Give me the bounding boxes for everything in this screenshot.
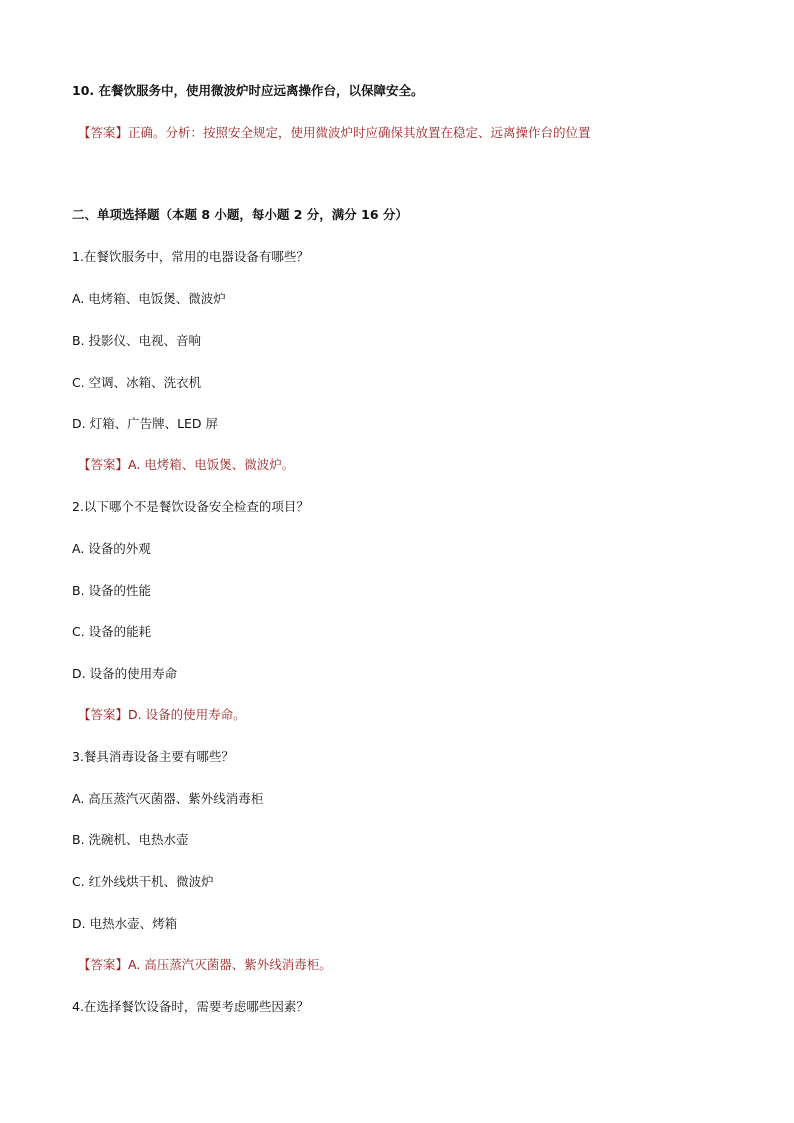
question-1-answer: 【答案】A. 电烤箱、电饭煲、微波炉。 — [78, 457, 295, 472]
question-3-option-c: C. 红外线烘干机、微波炉 — [72, 874, 214, 889]
question-10-answer: 【答案】正确。分析：按照安全规定，使用微波炉时应确保其放置在稳定、远离操作台的位置 — [78, 125, 591, 140]
question-1-option-c: C. 空调、冰箱、洗衣机 — [72, 375, 202, 390]
question-3-option-d: D. 电热水壶、烤箱 — [72, 916, 178, 931]
question-3-answer: 【答案】A. 高压蒸汽灭菌器、紫外线消毒柜。 — [78, 957, 332, 972]
question-2-option-b: B. 设备的性能 — [72, 583, 152, 598]
question-1-text: 1.在餐饮服务中，常用的电器设备有哪些？ — [72, 249, 309, 264]
question-3-text: 3.餐具消毒设备主要有哪些？ — [72, 749, 234, 764]
question-1-option-b: B. 投影仪、电视、音响 — [72, 333, 202, 348]
question-3-option-b: B. 洗碗机、电热水壶 — [72, 832, 189, 847]
question-2-option-c: C. 设备的能耗 — [72, 624, 152, 639]
question-3-option-a: A. 高压蒸汽灭菌器、紫外线消毒柜 — [72, 791, 264, 806]
question-4-text: 4.在选择餐饮设备时，需要考虑哪些因素？ — [72, 999, 309, 1014]
question-10-text: 10. 在餐饮服务中，使用微波炉时应远离操作台，以保障安全。 — [72, 83, 424, 98]
question-2-option-d: D. 设备的使用寿命 — [72, 666, 178, 681]
question-2-answer: 【答案】D. 设备的使用寿命。 — [78, 707, 246, 722]
question-1-option-a: A. 电烤箱、电饭煲、微波炉 — [72, 291, 226, 306]
section-title: 二、单项选择题（本题 8 小题，每小题 2 分，满分 16 分） — [72, 207, 408, 222]
question-2-option-a: A. 设备的外观 — [72, 541, 151, 556]
question-1-option-d: D. 灯箱、广告牌、LED 屏 — [72, 416, 219, 431]
question-2-text: 2.以下哪个不是餐饮设备安全检查的项目？ — [72, 499, 309, 514]
